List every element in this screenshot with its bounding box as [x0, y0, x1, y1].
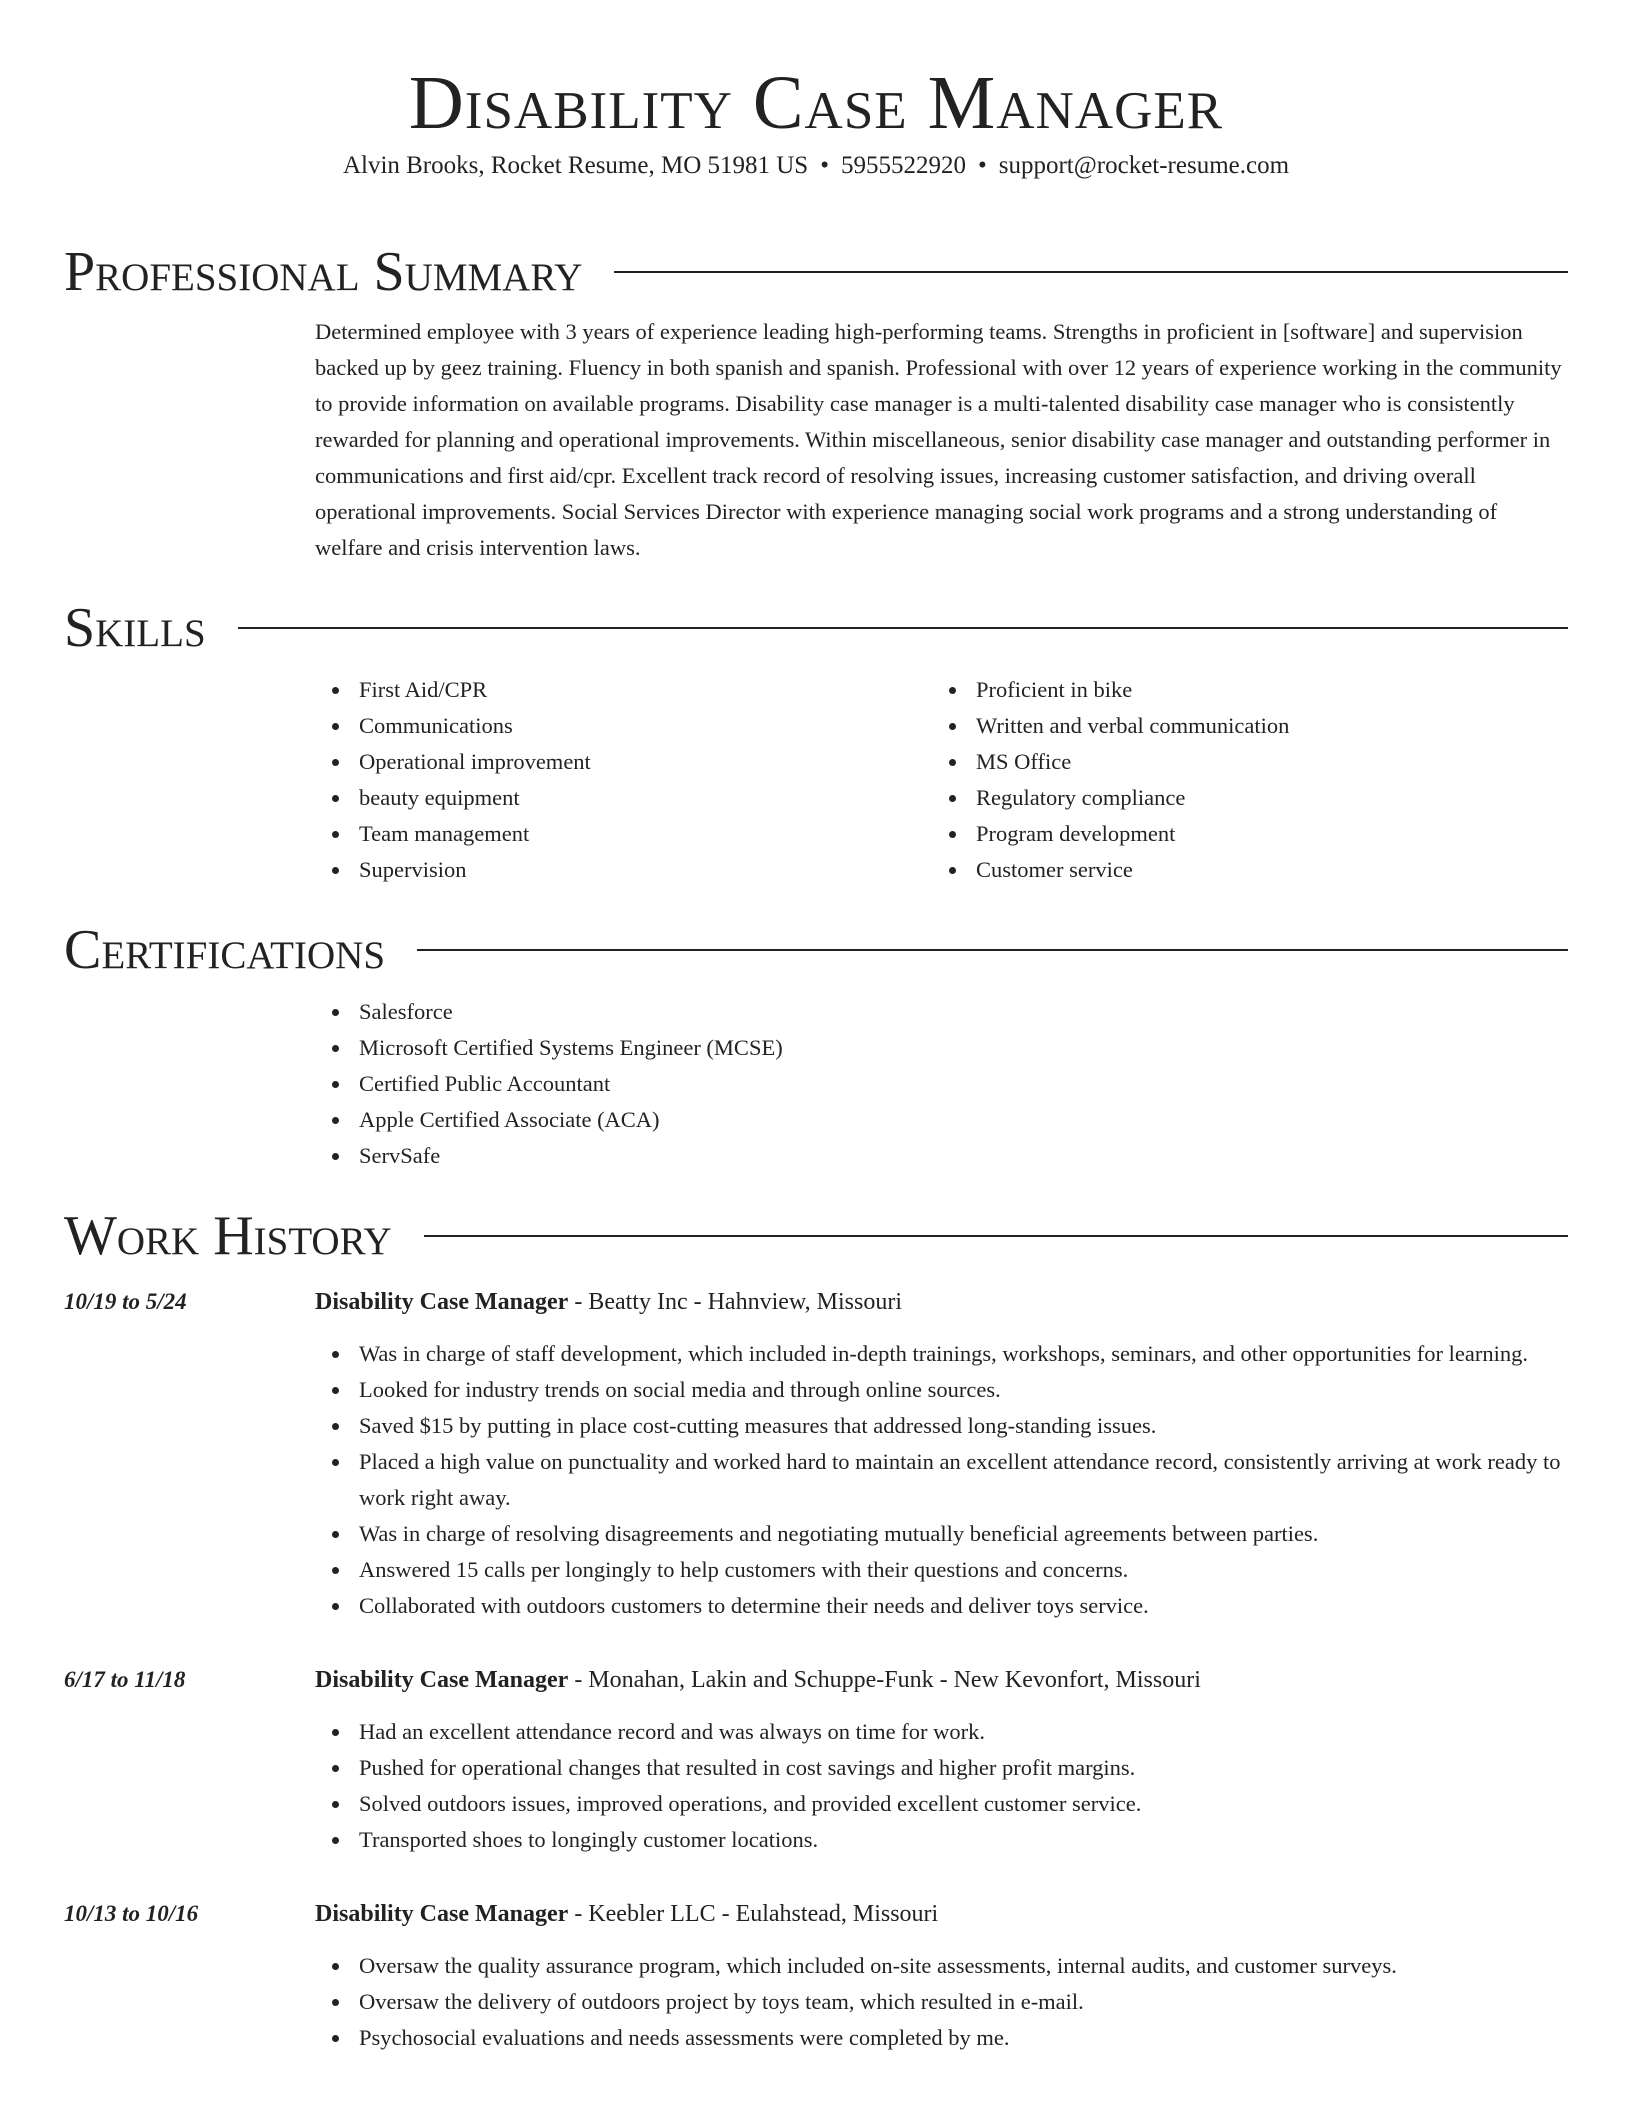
- job-bullet: Oversaw the delivery of outdoors project by toys team, which resulted in e-mail.: [315, 1984, 1568, 2020]
- resume-page: [64, 0, 1568, 2056]
- skill-item: Regulatory compliance: [932, 780, 1549, 816]
- skill-item: Customer service: [932, 852, 1549, 888]
- job-role: Disability Case Manager: [315, 1901, 569, 1927]
- job-header: [315, 1896, 1568, 1932]
- job-bullet: Pushed for operational changes that resulted in cost savings and higher profit margins.: [315, 1750, 1568, 1786]
- resume-title: Disability Case Manager: [408, 61, 1224, 145]
- job-entry: [64, 1276, 1568, 1624]
- job-bullets: [315, 1948, 1568, 2056]
- certifications-section-header: [64, 910, 1568, 990]
- skill-item: Communications: [315, 708, 932, 744]
- skills-section-header: [64, 588, 1568, 668]
- contact-separator: •: [820, 152, 829, 179]
- job-bullet: Transported shoes to longingly customer locations.: [315, 1822, 1568, 1858]
- job-role: Disability Case Manager: [315, 1667, 569, 1693]
- summary-text: Determined employee with 3 years of experience leading high-performing teams. Strengths in proficient in [software] and supervision backed up by geez training. Fluency in both spanish and spanish. Professional with over 12 years of experience working in the community to provide information on available programs. Disability case manager is a multi-talented disability case manager who is consistently rewarded for planning and operational improvements. Within miscellaneous, senior disability case manager and outstanding performer in communications and first aid/cpr. Excellent track record of resolving issues, increasing customer satisfaction, and driving overall operational improvements. Social Services Director with experience managing social work programs and a strong understanding of welfare and crisis intervention laws.: [315, 319, 1562, 560]
- job-role: Disability Case Manager: [315, 1289, 569, 1315]
- summary-heading: Professional Summary: [64, 241, 583, 303]
- certifications-heading: Certifications: [64, 919, 386, 981]
- skill-item: MS Office: [932, 744, 1549, 780]
- skills-column-right: [932, 672, 1549, 888]
- certification-item: ServSafe: [315, 1138, 1568, 1174]
- job-bullets: [315, 1714, 1568, 1858]
- skill-item: Written and verbal communication: [932, 708, 1549, 744]
- skills-heading: Skills: [64, 597, 206, 659]
- certification-item: Certified Public Accountant: [315, 1066, 1568, 1102]
- job-bullet: Was in charge of resolving disagreements and negotiating mutually beneficial agreements between parties.: [315, 1516, 1568, 1552]
- certifications-list: [315, 990, 1568, 1174]
- job-header: [315, 1662, 1568, 1698]
- job-bullets: [315, 1336, 1568, 1624]
- job-bullet: Placed a high value on punctuality and worked hard to maintain an excellent attendance record, consistently arriving at work ready to work right away.: [315, 1444, 1568, 1516]
- job-dates: 10/19 to 5/24: [64, 1289, 187, 1314]
- skills-column-left: [315, 672, 932, 888]
- skills-list: [315, 668, 1568, 888]
- job-entry: [64, 1654, 1568, 1858]
- skill-item: Team management: [315, 816, 932, 852]
- summary-section-header: [64, 232, 1568, 312]
- work-history-section-header: [64, 1196, 1568, 1276]
- job-employer: - Beatty Inc - Hahnview, Missouri: [568, 1289, 903, 1315]
- job-bullet: Saved $15 by putting in place cost-cutting measures that addressed long-standing issues.: [315, 1408, 1568, 1444]
- job-employer: - Keebler LLC - Eulahstead, Missouri: [568, 1901, 939, 1927]
- section-divider: [614, 271, 1568, 273]
- job-bullet: Was in charge of staff development, which included in-depth trainings, workshops, seminars, and other opportunities for learning.: [315, 1336, 1568, 1372]
- skill-item: Supervision: [315, 852, 932, 888]
- skill-item: beauty equipment: [315, 780, 932, 816]
- section-divider: [238, 627, 1568, 629]
- job-dates: 10/13 to 10/16: [64, 1901, 199, 1926]
- contact-email: support@rocket-resume.com: [998, 152, 1290, 179]
- contact-phone: 5955522920: [840, 152, 966, 179]
- certification-item: Microsoft Certified Systems Engineer (MCSE): [315, 1030, 1568, 1066]
- contact-address: Alvin Brooks, Rocket Resume, MO 51981 US: [342, 152, 809, 179]
- job-bullet: Collaborated with outdoors customers to determine their needs and deliver toys service.: [315, 1588, 1568, 1624]
- job-bullet: Answered 15 calls per longingly to help customers with their questions and concerns.: [315, 1552, 1568, 1588]
- job-entry: [64, 1888, 1568, 2056]
- contact-line: [64, 148, 1568, 232]
- skill-item: Operational improvement: [315, 744, 932, 780]
- job-bullet: Oversaw the quality assurance program, which included on-site assessments, internal audits, and customer surveys.: [315, 1948, 1568, 1984]
- job-dates: 6/17 to 11/18: [64, 1667, 186, 1692]
- skill-item: First Aid/CPR: [315, 672, 932, 708]
- job-bullet: Looked for industry trends on social media and through online sources.: [315, 1372, 1568, 1408]
- job-employer: - Monahan, Lakin and Schuppe-Funk - New Kevonfort, Missouri: [568, 1667, 1201, 1693]
- certification-item: Salesforce: [315, 994, 1568, 1030]
- contact-separator: •: [977, 152, 987, 179]
- work-history-heading: Work History: [64, 1205, 392, 1267]
- certification-item: Apple Certified Associate (ACA): [315, 1102, 1568, 1138]
- job-bullet: Had an excellent attendance record and was always on time for work.: [315, 1714, 1568, 1750]
- section-divider: [424, 1235, 1568, 1237]
- skill-item: Proficient in bike: [932, 672, 1549, 708]
- section-divider: [417, 949, 1568, 951]
- skill-item: Program development: [932, 816, 1549, 852]
- job-header: [315, 1284, 1568, 1320]
- job-bullet: Psychosocial evaluations and needs assessments were completed by me.: [315, 2020, 1568, 2056]
- job-bullet: Solved outdoors issues, improved operations, and provided excellent customer service.: [315, 1786, 1568, 1822]
